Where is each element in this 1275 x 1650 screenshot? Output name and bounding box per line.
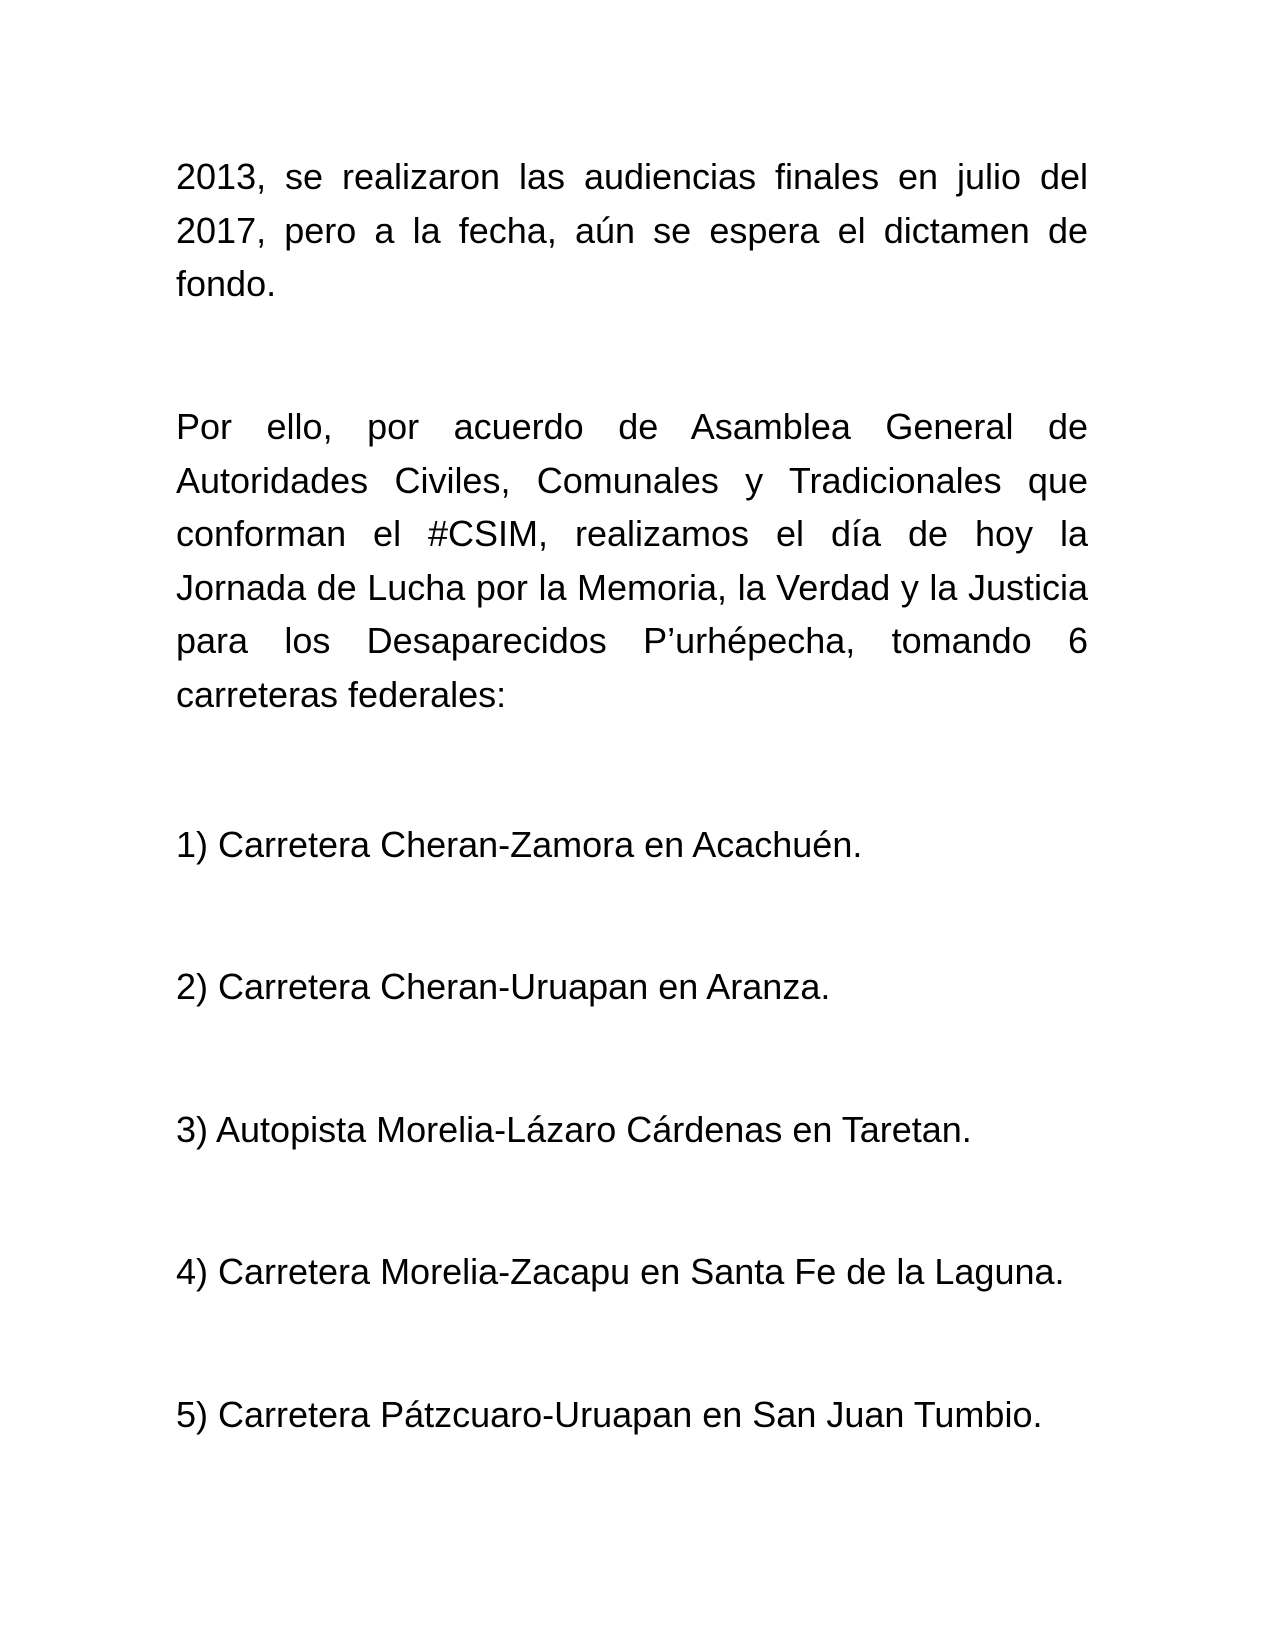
list-item: 1) Carretera Cheran-Zamora en Acachuén.: [176, 824, 863, 865]
paragraph-assembly-agreement: [176, 400, 1088, 721]
paragraph-text: 2013, se realizaron las audiencias finales en julio del 2017, pero a la fecha, aún se espera el dictamen de fondo.: [176, 156, 1088, 304]
paragraph-text: Por ello, por acuerdo de Asamblea General de Autoridades Civiles, Comunales y Tradicionales que conforman el #CSIM, realizamos el día de hoy la Jornada de Lucha por la Memoria, la Verdad y la Justicia para los Desaparecidos P’urhépecha, tomando 6 carreteras federales:: [176, 406, 1088, 715]
list-item: 5) Carretera Pátzcuaro-Uruapan en San Juan Tumbio.: [176, 1394, 1043, 1435]
paragraph-continuation: [176, 150, 1088, 311]
list-item: 2) Carretera Cheran-Uruapan en Aranza.: [176, 966, 831, 1007]
list-item: 4) Carretera Morelia-Zacapu en Santa Fe de la Laguna.: [176, 1251, 1065, 1292]
list-item: 3) Autopista Morelia-Lázaro Cárdenas en Taretan.: [176, 1109, 972, 1150]
